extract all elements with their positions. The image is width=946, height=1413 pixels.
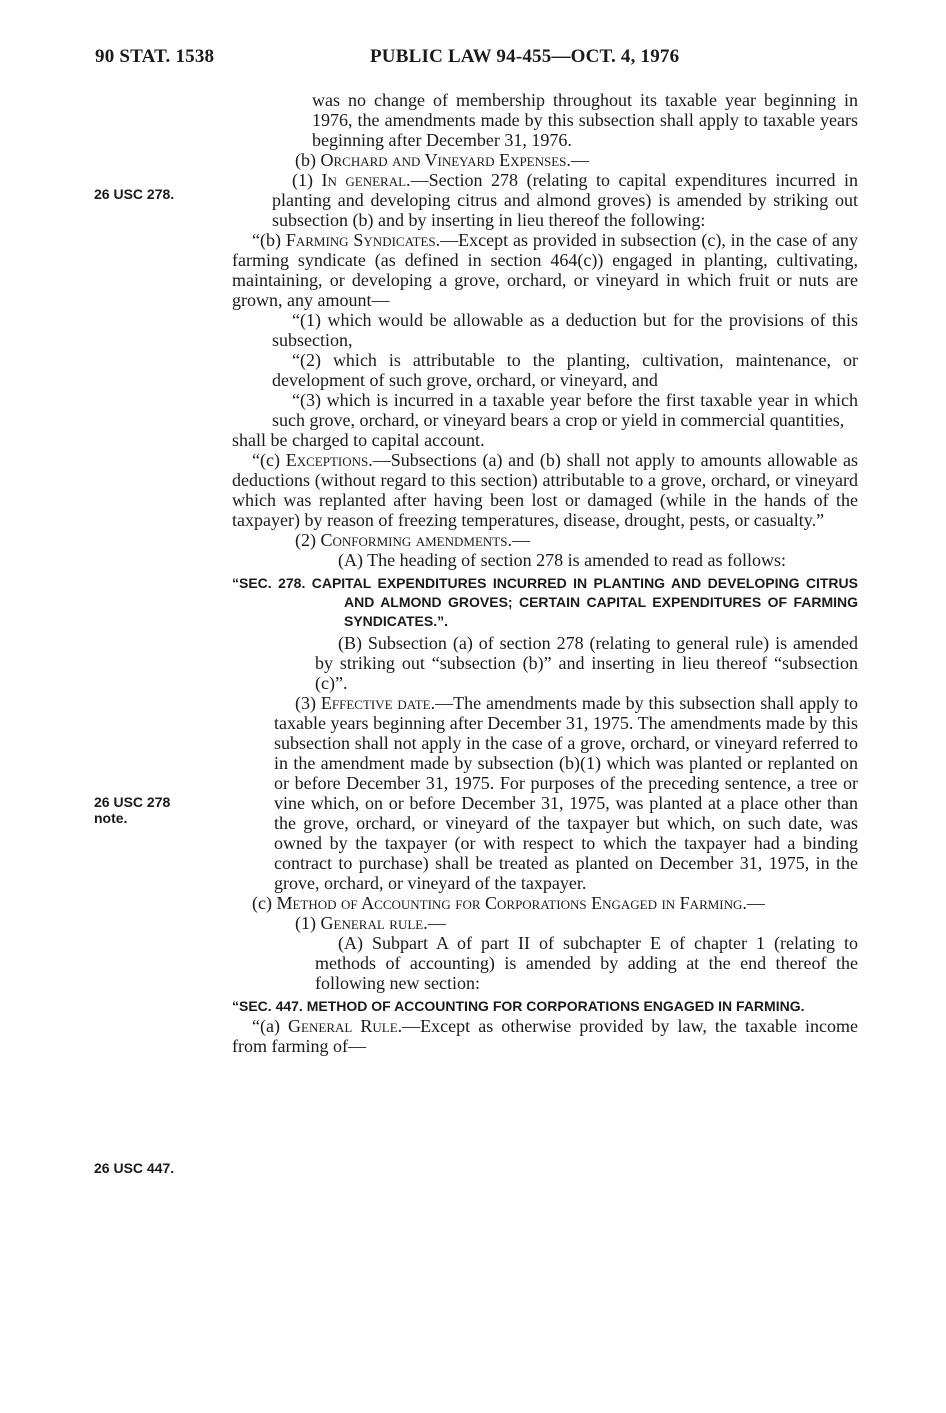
paragraph: “(2) which is attributable to the planting, cultivation, maintenance, or development of such grove, orchard, or vineyard, and bbox=[272, 350, 858, 390]
paragraph-heading: (1) General rule.— bbox=[295, 913, 446, 933]
subsection-heading: (c) Method of Accounting for Corporations Engaged in Farming.— bbox=[252, 893, 765, 913]
paragraph: (B) Subsection (a) of section 278 (relating to general rule) is amended by striking out “subsection (b)” and inserting in lieu thereof “subsection (c)”. bbox=[315, 633, 858, 693]
paragraph: (A) The heading of section 278 is amended to read as follows: bbox=[338, 550, 787, 570]
paragraph: “(a) General Rule.—Except as otherwise provided by law, the taxable income from farming of— bbox=[232, 1016, 858, 1056]
section-heading-447: “SEC. 447. METHOD OF ACCOUNTING FOR CORPORATIONS ENGAGED IN FARMING. bbox=[232, 998, 805, 1014]
paragraph: (3) Effective date.—The amendments made by this subsection shall apply to taxable years beginning after December 31, 1975. The amendments made by this subsection shall not apply in the case of a grove, orchard, or vineyard referred to in the amendment made by subsection (b)(1) which was planted or replanted on or before December 31, 1975. For purposes of the preceding sentence, a tree or vine which, on or before December 31, 1975, was planted at a place other than the grove, orchard, or vineyard of the taxpayer but which, on such date, was owned by the taxpayer (or with respect to which the taxpayer had a binding contract to purchase) shall be treated as planted on December 31, 1975, in the grove, orchard, or vineyard of the taxpayer. bbox=[274, 693, 858, 893]
subsection-heading: (b) Orchard and Vineyard Expenses.— bbox=[295, 150, 589, 170]
paragraph: shall be charged to capital account. bbox=[232, 430, 485, 450]
margin-note-line: 26 USC 278 bbox=[94, 794, 171, 810]
margin-note-26-usc-447: 26 USC 447. bbox=[94, 1160, 175, 1176]
running-header-title: PUBLIC LAW 94-455—OCT. 4, 1976 bbox=[370, 46, 680, 67]
margin-note-line: note. bbox=[94, 810, 128, 826]
margin-note-26-usc-278-note bbox=[94, 794, 170, 826]
paragraph: was no change of membership throughout its taxable year beginning in 1976, the amendments made by this subsection shall apply to taxable years beginning after December 31, 1976. bbox=[312, 90, 858, 150]
stat-page-reference: 90 STAT. 1538 bbox=[95, 46, 215, 67]
paragraph: (A) Subpart A of part II of subchapter E of chapter 1 (relating to methods of accounting) is amended by adding at the end thereof the following new section: bbox=[315, 933, 858, 993]
paragraph: “(c) Exceptions.—Subsections (a) and (b) shall not apply to amounts allowable as deductions (without regard to this section) attributable to a grove, orchard, or vineyard which was replanted after having been lost or damaged (while in the hands of the taxpayer) by reason of freezing temperatures, disease, drought, pests, or casualty.” bbox=[232, 450, 859, 530]
paragraph: “(3) which is incurred in a taxable year before the first taxable year in which such grove, orchard, or vineyard bears a crop or yield in commercial quantities, bbox=[272, 390, 858, 430]
paragraph: “(b) Farming Syndicates.—Except as provided in subsection (c), in the case of any farming syndicate (as defined in section 464(c)) engaged in planting, cultivating, maintaining, or developing a grove, orchard, or vineyard in which fruit or nuts are grown, any amount— bbox=[232, 230, 859, 310]
section-heading-278: “SEC. 278. CAPITAL EXPENDITURES INCURRED IN PLANTING AND DEVELOPING CITRUS AND ALMOND GROVES; CERTAIN CAPITAL EXPENDITURES OF FARMING SYNDICATES.”. bbox=[232, 575, 858, 629]
margin-note-26-usc-278: 26 USC 278. bbox=[94, 186, 175, 202]
statute-body bbox=[232, 90, 858, 1056]
paragraph-heading: (2) Conforming amendments.— bbox=[295, 530, 530, 550]
paragraph: (1) In general.—Section 278 (relating to capital expenditures incurred in planting and developing citrus and almond groves) is amended by striking out subsection (b) and by inserting in lieu thereof the following: bbox=[272, 170, 858, 230]
paragraph: “(1) which would be allowable as a deduction but for the provisions of this subsection, bbox=[272, 310, 858, 350]
